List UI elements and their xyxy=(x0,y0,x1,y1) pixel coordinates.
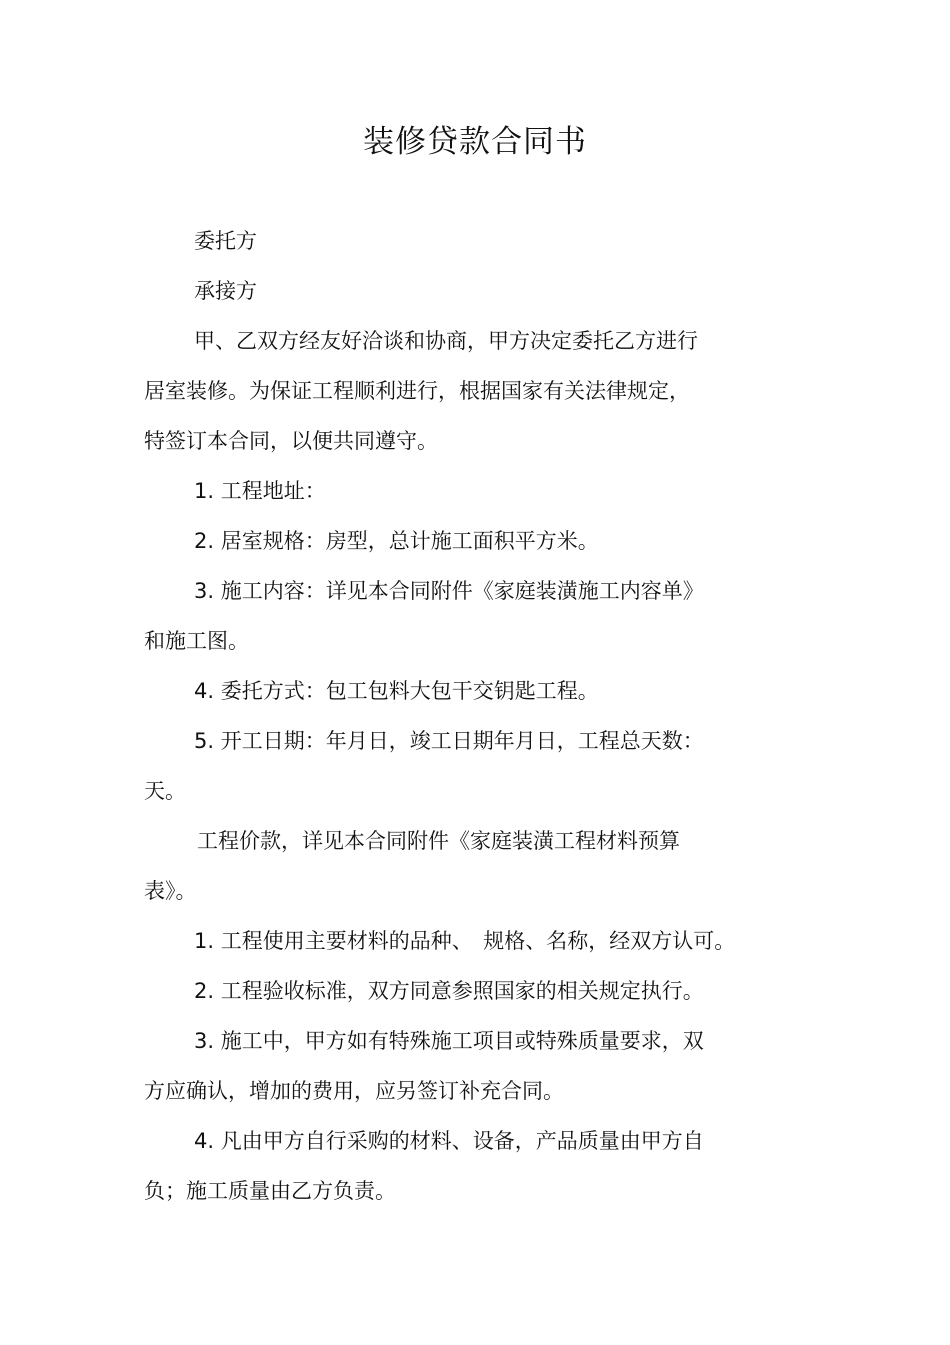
clause-start-date-line-1: 5. 开工日期：年月日，竣工日期年月日，工程总天数： xyxy=(194,729,704,753)
clause-project-address: 1. 工程地址： xyxy=(194,479,326,503)
preamble-line-3: 特签订本合同，以便共同遵守。 xyxy=(144,429,438,453)
term-self-purchase-line-1: 4. 凡由甲方自行采购的材料、设备，产品质量由甲方自 xyxy=(194,1129,704,1153)
client-party-line: 委托方 xyxy=(194,229,257,253)
clause-start-date-line-2: 天。 xyxy=(144,779,186,803)
project-price-line-2: 表》。 xyxy=(144,879,197,903)
clause-construction-content-line-1: 3. 施工内容：详见本合同附件《家庭装潢施工内容单》 xyxy=(194,579,704,603)
term-special-requirements-line-1: 3. 施工中，甲方如有特殊施工项目或特殊质量要求，双 xyxy=(194,1029,704,1053)
clause-room-spec: 2. 居室规格：房型，总计施工面积平方米。 xyxy=(194,529,599,553)
term-materials: 1. 工程使用主要材料的品种、 规格、名称，经双方认可。 xyxy=(194,929,736,953)
clause-commission-method: 4. 委托方式：包工包料大包干交钥匙工程。 xyxy=(194,679,599,703)
clause-construction-content-line-2: 和施工图。 xyxy=(144,629,249,653)
document-title: 装修贷款合同书 xyxy=(363,124,587,160)
term-special-requirements-line-2: 方应确认，增加的费用，应另签订补充合同。 xyxy=(144,1079,564,1103)
project-price-line-1: 工程价款，详见本合同附件《家庭装潢工程材料预算 xyxy=(197,829,680,853)
preamble-line-1: 甲、乙双方经友好洽谈和协商，甲方决定委托乙方进行 xyxy=(194,329,698,353)
preamble-line-2: 居室装修。为保证工程顺利进行，根据国家有关法律规定， xyxy=(144,379,690,403)
term-self-purchase-line-2: 负；施工质量由乙方负责。 xyxy=(144,1179,396,1203)
term-acceptance-standard: 2. 工程验收标准，双方同意参照国家的相关规定执行。 xyxy=(194,979,704,1003)
contractor-party-line: 承接方 xyxy=(194,279,257,303)
